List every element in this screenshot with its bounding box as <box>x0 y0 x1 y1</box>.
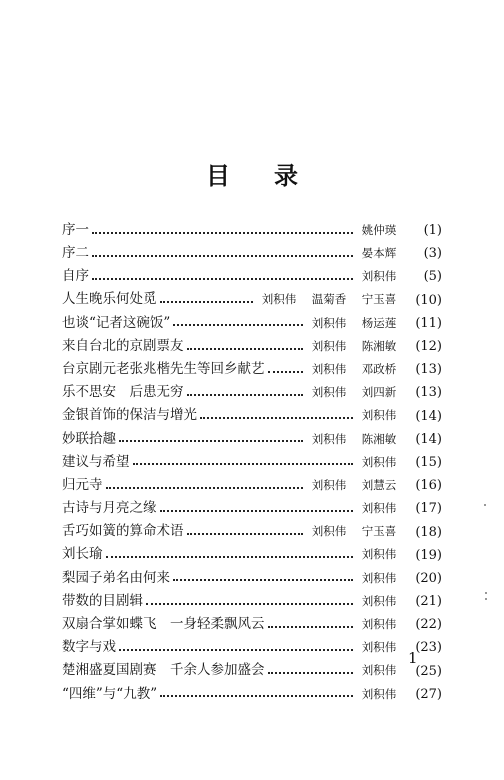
toc-entry <box>62 567 442 590</box>
toc-entry-title: “四维”与“九教” <box>62 685 158 702</box>
toc-entry-page: (11) <box>415 315 442 331</box>
toc-entry-page: (16) <box>415 478 442 494</box>
toc-entry-title: 序二 <box>62 245 89 262</box>
toc-entry-author: 刘积伟 <box>261 292 297 307</box>
toc-entry-authors <box>356 222 402 237</box>
toc-entry <box>62 590 442 613</box>
toc-entry <box>62 428 442 451</box>
dot-leader <box>187 394 304 396</box>
dot-leader <box>106 487 304 489</box>
toc-entry-title: 金银首饰的保洁与增光 <box>62 407 197 424</box>
toc-entry-author: 杨运莲 <box>361 315 397 330</box>
toc-entry-authors <box>356 619 402 631</box>
dot-leader <box>268 672 354 674</box>
toc-entry-page: (14) <box>415 431 442 447</box>
toc-entry-author: 刘积伟 <box>361 501 397 516</box>
toc-entry-page: (13) <box>415 385 442 401</box>
toc-entry-page: (3) <box>423 246 442 262</box>
dot-leader <box>119 440 303 442</box>
toc-entry-page: (5) <box>423 269 442 285</box>
toc-entry-author: 刘积伟 <box>361 570 397 585</box>
toc-entry <box>62 636 442 659</box>
toc-entry-title: 乐不思安 后患无穷 <box>62 384 184 401</box>
toc-entry-title: 舌巧如簧的算命术语 <box>62 523 184 540</box>
toc-entry-page: (19) <box>415 547 442 563</box>
toc-entry-authors <box>306 315 402 330</box>
toc-entry-title: 梨园子弟名由何来 <box>62 569 170 586</box>
toc-entry <box>62 335 442 358</box>
toc-entry-page: (27) <box>415 686 442 702</box>
dot-leader <box>106 556 354 558</box>
toc-entry-page: (15) <box>415 454 442 470</box>
toc-entry <box>62 497 442 520</box>
toc-entry-page: (1) <box>423 223 442 239</box>
toc-entry-authors <box>356 248 402 260</box>
toc-entry-authors <box>356 454 402 469</box>
toc-entry-page: (12) <box>415 339 442 355</box>
dot-leader <box>133 463 354 465</box>
toc-entry-author: 陈湘敏 <box>361 431 397 446</box>
toc-entry <box>62 381 442 404</box>
toc-entry-title: 也谈“记者这碗饭” <box>62 314 171 331</box>
toc-entry <box>62 265 442 288</box>
toc-entry-author: 姚仲瑛 <box>361 222 397 237</box>
page-title: 目录 <box>206 161 342 190</box>
toc-entry <box>62 474 442 497</box>
table-of-contents <box>62 219 442 706</box>
toc-entry-authors <box>356 665 402 677</box>
toc-entry-author: 刘四新 <box>361 385 397 400</box>
toc-entry-authors <box>356 503 402 515</box>
toc-entry-page: (10) <box>415 292 442 308</box>
toc-entry-authors <box>356 549 402 561</box>
toc-entry-author: 刘积伟 <box>361 547 397 562</box>
toc-entry <box>62 544 442 567</box>
dot-leader <box>187 348 304 350</box>
toc-entry-author: 刘积伟 <box>361 686 397 701</box>
toc-entry-author: 刘积伟 <box>361 408 397 423</box>
toc-entry-authors <box>256 294 402 306</box>
toc-entry-author: 宁玉喜 <box>361 524 397 539</box>
toc-entry-page: (14) <box>415 408 442 424</box>
dot-leader <box>92 278 353 280</box>
toc-entry-author: 刘积伟 <box>311 361 347 376</box>
toc-entry-title: 来自台北的京剧票友 <box>62 337 184 354</box>
toc-entry-title: 刘长瑜 <box>62 546 103 563</box>
toc-entry <box>62 405 442 428</box>
dot-leader <box>173 579 353 581</box>
toc-entry-title: 带数的目剧辑 <box>62 592 143 609</box>
dot-leader <box>160 695 353 697</box>
toc-entry-author: 刘积伟 <box>361 640 397 655</box>
toc-entry <box>62 312 442 335</box>
toc-entry-title: 数字与戏 <box>62 639 116 656</box>
toc-entry-author: 宁玉喜 <box>361 292 397 307</box>
toc-entry-authors <box>356 686 402 701</box>
dot-leader <box>92 232 353 234</box>
toc-entry-authors <box>356 642 402 654</box>
page-number: 1 <box>408 649 418 667</box>
toc-entry-authors <box>356 570 402 585</box>
toc-entry-page: (13) <box>415 362 442 378</box>
toc-entry-authors <box>306 361 402 376</box>
toc-entry-author: 刘积伟 <box>311 524 347 539</box>
dot-leader <box>200 417 353 419</box>
toc-entry-authors <box>356 593 402 608</box>
toc-entry-page: (23) <box>415 640 442 656</box>
toc-entry-author: 刘积伟 <box>361 269 397 284</box>
toc-entry-authors <box>356 271 402 283</box>
toc-entry-title: 归元寺 <box>62 476 103 493</box>
toc-entry-author: 刘积伟 <box>361 617 397 632</box>
toc-entry-author: 刘积伟 <box>311 385 347 400</box>
dot-leader <box>160 510 354 512</box>
dot-leader <box>268 371 304 373</box>
toc-entry-authors <box>356 410 402 422</box>
toc-entry-page: (21) <box>415 594 442 610</box>
toc-entry-title: 建议与希望 <box>62 453 130 470</box>
dot-leader <box>92 255 353 257</box>
toc-entry <box>62 289 442 312</box>
toc-entry <box>62 242 442 265</box>
toc-entry-author: 刘积伟 <box>311 477 347 492</box>
toc-entry-author: 刘积伟 <box>361 454 397 469</box>
toc-entry-author: 邓政桥 <box>361 361 397 376</box>
toc-entry-title: 自序 <box>62 268 89 285</box>
toc-entry-author: 刘积伟 <box>311 431 347 446</box>
dot-leader <box>187 533 304 535</box>
toc-entry-author: 刘积伟 <box>311 338 347 353</box>
toc-entry-author: 刘慧云 <box>361 477 397 492</box>
dot-leader <box>119 649 353 651</box>
dot-leader <box>146 603 353 605</box>
toc-entry-page: (25) <box>415 663 442 679</box>
toc-entry-author: 温菊香 <box>311 292 347 307</box>
toc-entry-title: 妙联拾趣 <box>62 430 116 447</box>
toc-entry-author: 刘积伟 <box>311 315 347 330</box>
toc-entry-authors <box>306 526 402 538</box>
toc-entry <box>62 683 442 706</box>
toc-entry-authors <box>306 338 402 353</box>
toc-entry-title: 序一 <box>62 221 89 238</box>
toc-entry-author: 刘积伟 <box>361 663 397 678</box>
toc-entry-page: (18) <box>415 524 442 540</box>
scan-specks <box>484 504 488 604</box>
toc-entry-author: 晏本辉 <box>361 246 397 261</box>
toc-entry <box>62 219 442 242</box>
toc-entry-title: 人生晚乐何处觅 <box>62 291 157 308</box>
toc-entry-title: 双扇合掌如蝶飞 一身轻柔飘风云 <box>62 616 265 633</box>
toc-entry-page: (20) <box>415 570 442 586</box>
toc-entry-title: 台京剧元老张兆楷先生等回乡献艺 <box>62 360 265 377</box>
toc-entry-authors <box>306 431 402 446</box>
toc-entry <box>62 613 442 636</box>
toc-entry-author: 陈湘敏 <box>361 338 397 353</box>
dot-leader <box>268 626 354 628</box>
dot-leader <box>173 324 303 326</box>
toc-entry-author: 刘积伟 <box>361 593 397 608</box>
toc-entry <box>62 451 442 474</box>
toc-entry-authors <box>306 387 402 399</box>
toc-entry-page: (17) <box>415 501 442 517</box>
toc-entry <box>62 520 442 543</box>
toc-entry <box>62 358 442 381</box>
toc-entry-title: 古诗与月亮之缘 <box>62 500 157 517</box>
dot-leader <box>160 301 254 303</box>
toc-entry <box>62 660 442 683</box>
toc-entry-authors <box>306 477 402 492</box>
toc-entry-page: (22) <box>415 617 442 633</box>
toc-entry-title: 楚湘盛夏国剧赛 千余人参加盛会 <box>62 662 265 679</box>
